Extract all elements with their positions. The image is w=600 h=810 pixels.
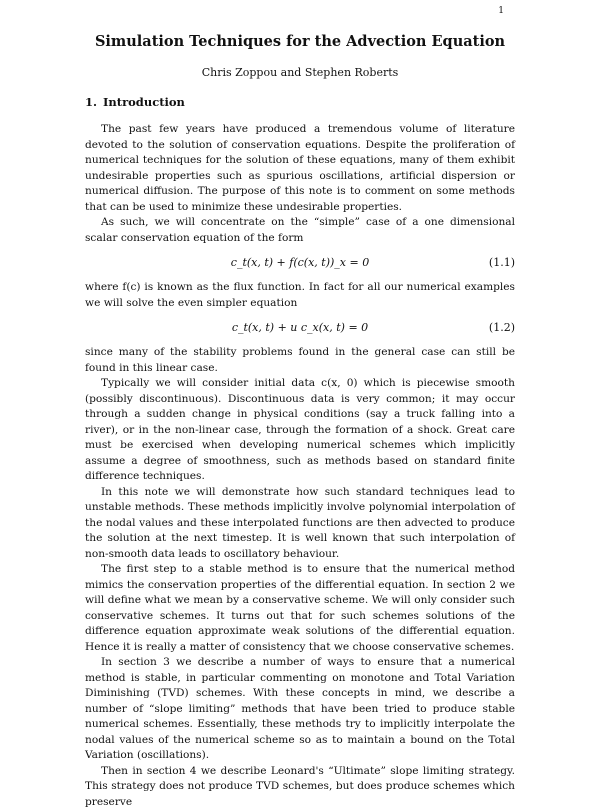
paragraph: Typically we will consider initial data c(x, 0) which is piecewise smooth (possibly discontinuous). Discontinuous data is very common; it may occur through a sudden change in physical conditions (say a truck falling into a river), or in the non-linear case, through the formation of a shock. Great care must be exercised when developing numerical schemes which implicitly assume a degree of smoothness, such as methods based on standard finite difference techniques.: [85, 376, 515, 485]
section-heading: [85, 95, 185, 109]
section-number: 1.: [85, 95, 97, 109]
paragraph: Then in section 4 we describe Leonard's “Ultimate” slope limiting strategy. This strategy does not produce TVD schemes, but does produce schemes which preserve: [85, 764, 515, 810]
paper-authors: Chris Zoppou and Stephen Roberts: [0, 66, 600, 79]
paragraph: The past few years have produced a tremendous volume of literature devoted to the solution of conservation equations. Despite the proliferation of numerical techniques for the solution of these equations, many of them exhibit undesirable properties such as spurious oscillations, artificial dispersion or numerical diffusion. The purpose of this note is to comment on some methods that can be used to minimize these undesirable properties.: [85, 122, 515, 215]
section-title: Introduction: [103, 95, 185, 109]
page-number: 1: [498, 6, 504, 16]
paragraph: As such, we will concentrate on the “simple” case of a one dimensional scalar conservation equation of the form: [85, 215, 515, 246]
equation-number: (1.1): [489, 255, 515, 271]
paragraph: The first step to a stable method is to ensure that the numerical method mimics the conservation properties of the differential equation. In section 2 we will define what we mean by a conservative scheme. We will only consider such conservative schemes. It turns out that for such schemes solutions of the difference equation approximate weak solutions of the differential equation. Hence it is really a matter of consistency that we choose conservative schemes.: [85, 562, 515, 655]
equation-1-1: [85, 246, 515, 280]
equation-expression: c_t(x, t) + f(c(x, t))_x = 0: [85, 255, 515, 271]
paragraph: In this note we will demonstrate how such standard techniques lead to unstable methods. These methods implicitly involve polynomial interpolation of the nodal values and these interpolated functions are then advected to produce the solution at the next timestep. It is well known that such interpolation of non-smooth data leads to oscillatory behaviour.: [85, 485, 515, 563]
equation-expression: c_t(x, t) + u c_x(x, t) = 0: [85, 320, 515, 336]
paragraph: since many of the stability problems found in the general case can still be found in this linear case.: [85, 345, 515, 376]
equation-number: (1.2): [489, 320, 515, 336]
body-text: [85, 122, 515, 810]
paper-title: Simulation Techniques for the Advection Equation: [0, 33, 600, 50]
paragraph: In section 3 we describe a number of ways to ensure that a numerical method is stable, in particular commenting on monotone and Total Variation Diminishing (TVD) schemes. With these concepts in mind, we describe a number of “slope limiting” methods that have been tried to produce stable numerical schemes. Essentially, these methods try to implicitly interpolate the nodal values of the numerical scheme so as to maintain a bound on the Total Variation (oscillations).: [85, 655, 515, 764]
equation-1-2: [85, 311, 515, 345]
paragraph: where f(c) is known as the flux function. In fact for all our numerical examples we will solve the even simpler equation: [85, 280, 515, 311]
